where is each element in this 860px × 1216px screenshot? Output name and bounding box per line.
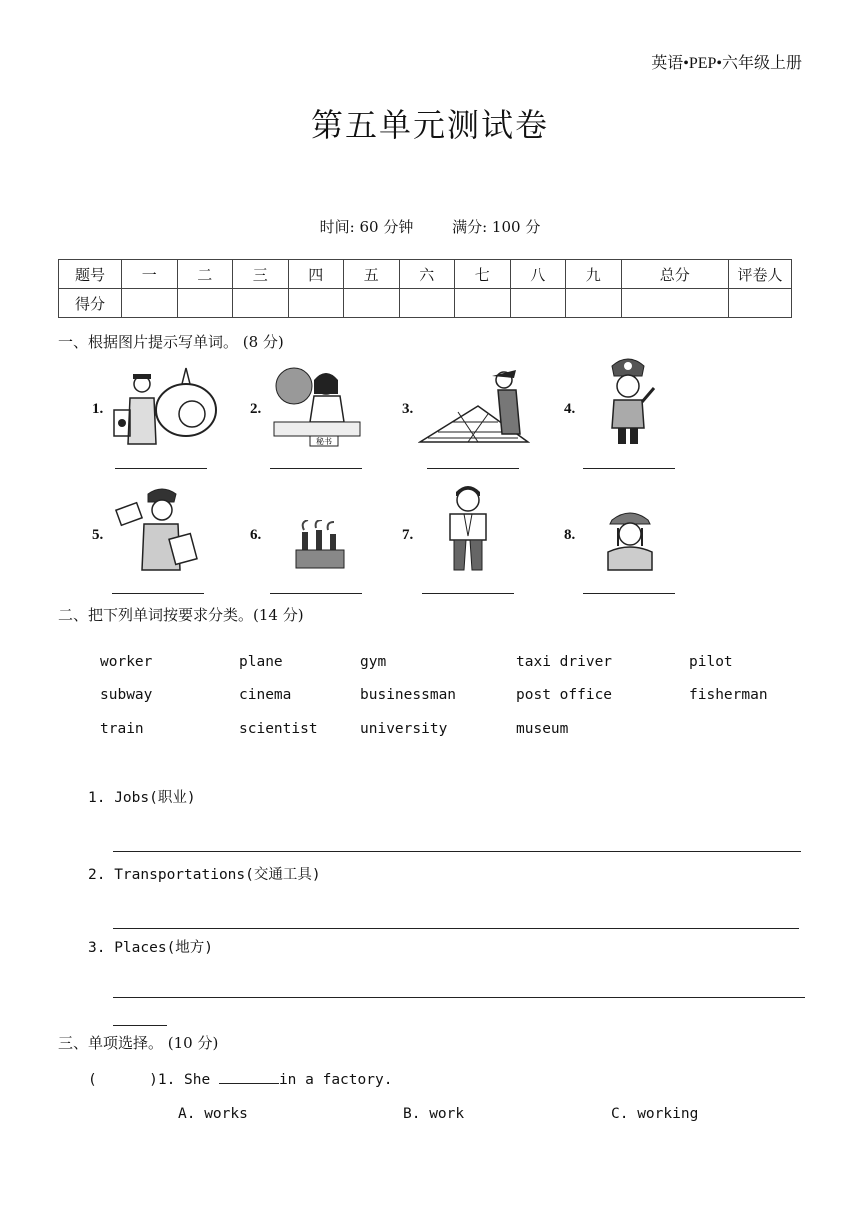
category-transportations: 2. Transportations(交通工具) (88, 867, 321, 883)
answer-line[interactable] (112, 593, 204, 594)
score-table-score-row (59, 289, 792, 318)
word-item: plane (239, 654, 283, 670)
answer-line[interactable] (583, 593, 675, 594)
section1-heading: 一、根据图片提示写单词。 (8 分) (58, 333, 284, 351)
score-header-cell: 题号 (59, 260, 122, 289)
word-item: worker (100, 654, 153, 670)
man-icon (440, 480, 496, 574)
word-item: cinema (239, 687, 292, 703)
score-cell[interactable] (566, 289, 622, 318)
answer-line[interactable] (427, 468, 519, 469)
subject-tag: 英语•PEP•六年级上册 (651, 55, 802, 72)
pilot-icon (108, 366, 220, 450)
worker-woman-icon (604, 508, 656, 572)
picture-number: 2. (250, 401, 262, 417)
answer-line[interactable] (115, 468, 207, 469)
fisherman-icon (418, 366, 530, 446)
picture-number: 1. (92, 401, 104, 417)
score-cell[interactable] (344, 289, 400, 318)
word-item: scientist (239, 721, 318, 737)
police-officer-icon (598, 354, 658, 448)
full-score: 满分: 100 分 (452, 218, 541, 236)
word-item: museum (516, 721, 569, 737)
page-title: 第五单元测试卷 (310, 106, 549, 144)
answer-line[interactable] (270, 593, 362, 594)
stamp-label: 秘书 (316, 437, 332, 446)
answer-line-transportations[interactable] (113, 928, 799, 929)
score-header-cell: 总分 (621, 260, 729, 289)
exam-meta (0, 216, 860, 237)
answer-line-jobs[interactable] (113, 851, 801, 852)
time-limit: 时间: 60 分钟 (319, 218, 414, 236)
score-header-cell: 评卷人 (729, 260, 792, 289)
word-item: gym (360, 654, 387, 670)
answer-line[interactable] (270, 468, 362, 469)
word-item: university (360, 721, 448, 737)
answer-bracket[interactable]: ( ) (88, 1072, 158, 1088)
score-header-cell: 二 (177, 260, 233, 289)
section3-heading: 三、单项选择。 (10 分) (58, 1034, 219, 1052)
question-stem-end: in a factory. (278, 1072, 393, 1088)
score-header-cell: 三 (233, 260, 289, 289)
score-cell[interactable] (177, 289, 233, 318)
score-cell[interactable] (455, 289, 511, 318)
word-item: pilot (689, 654, 733, 670)
score-cell[interactable] (399, 289, 455, 318)
secretary-icon (270, 364, 366, 450)
score-row-label: 得分 (59, 289, 122, 318)
score-cell[interactable] (288, 289, 344, 318)
category-jobs: 1. Jobs(职业) (88, 790, 196, 806)
section2-heading: 二、把下列单词按要求分类。(14 分) (58, 606, 304, 624)
option-b[interactable]: B. work (403, 1106, 465, 1122)
option-c[interactable]: C. working (611, 1106, 699, 1122)
answer-line-places[interactable] (113, 997, 805, 998)
answer-line-places-extra[interactable] (113, 1025, 167, 1026)
picture-number: 4. (564, 401, 576, 417)
word-item: post office (516, 687, 613, 703)
question-1 (88, 1071, 392, 1088)
word-item: subway (100, 687, 153, 703)
picture-number: 5. (92, 527, 104, 543)
picture-number: 7. (402, 527, 414, 543)
word-item: fisherman (689, 687, 768, 703)
score-cell[interactable] (621, 289, 729, 318)
score-header-cell: 七 (455, 260, 511, 289)
option-a[interactable]: A. works (178, 1106, 248, 1122)
score-cell[interactable] (122, 289, 178, 318)
score-header-cell: 一 (122, 260, 178, 289)
answer-line[interactable] (583, 468, 675, 469)
score-header-cell: 四 (288, 260, 344, 289)
score-header-cell: 八 (510, 260, 566, 289)
category-places: 3. Places(地方) (88, 940, 214, 956)
picture-number: 6. (250, 527, 262, 543)
picture-number: 3. (402, 401, 414, 417)
word-item: taxi driver (516, 654, 613, 670)
score-table (58, 259, 792, 318)
score-header-cell: 五 (344, 260, 400, 289)
score-header-cell: 九 (566, 260, 622, 289)
picture-number: 8. (564, 527, 576, 543)
score-cell[interactable] (233, 289, 289, 318)
word-item: train (100, 721, 144, 737)
score-table-header-row (59, 260, 792, 289)
score-cell[interactable] (729, 289, 792, 318)
question-stem-start: 1. She (157, 1072, 219, 1088)
answer-line[interactable] (422, 593, 514, 594)
factory-icon (294, 520, 346, 570)
word-item: businessman (360, 687, 457, 703)
postman-icon (112, 484, 198, 574)
score-cell[interactable] (510, 289, 566, 318)
question-blank[interactable] (219, 1071, 279, 1084)
score-header-cell: 六 (399, 260, 455, 289)
